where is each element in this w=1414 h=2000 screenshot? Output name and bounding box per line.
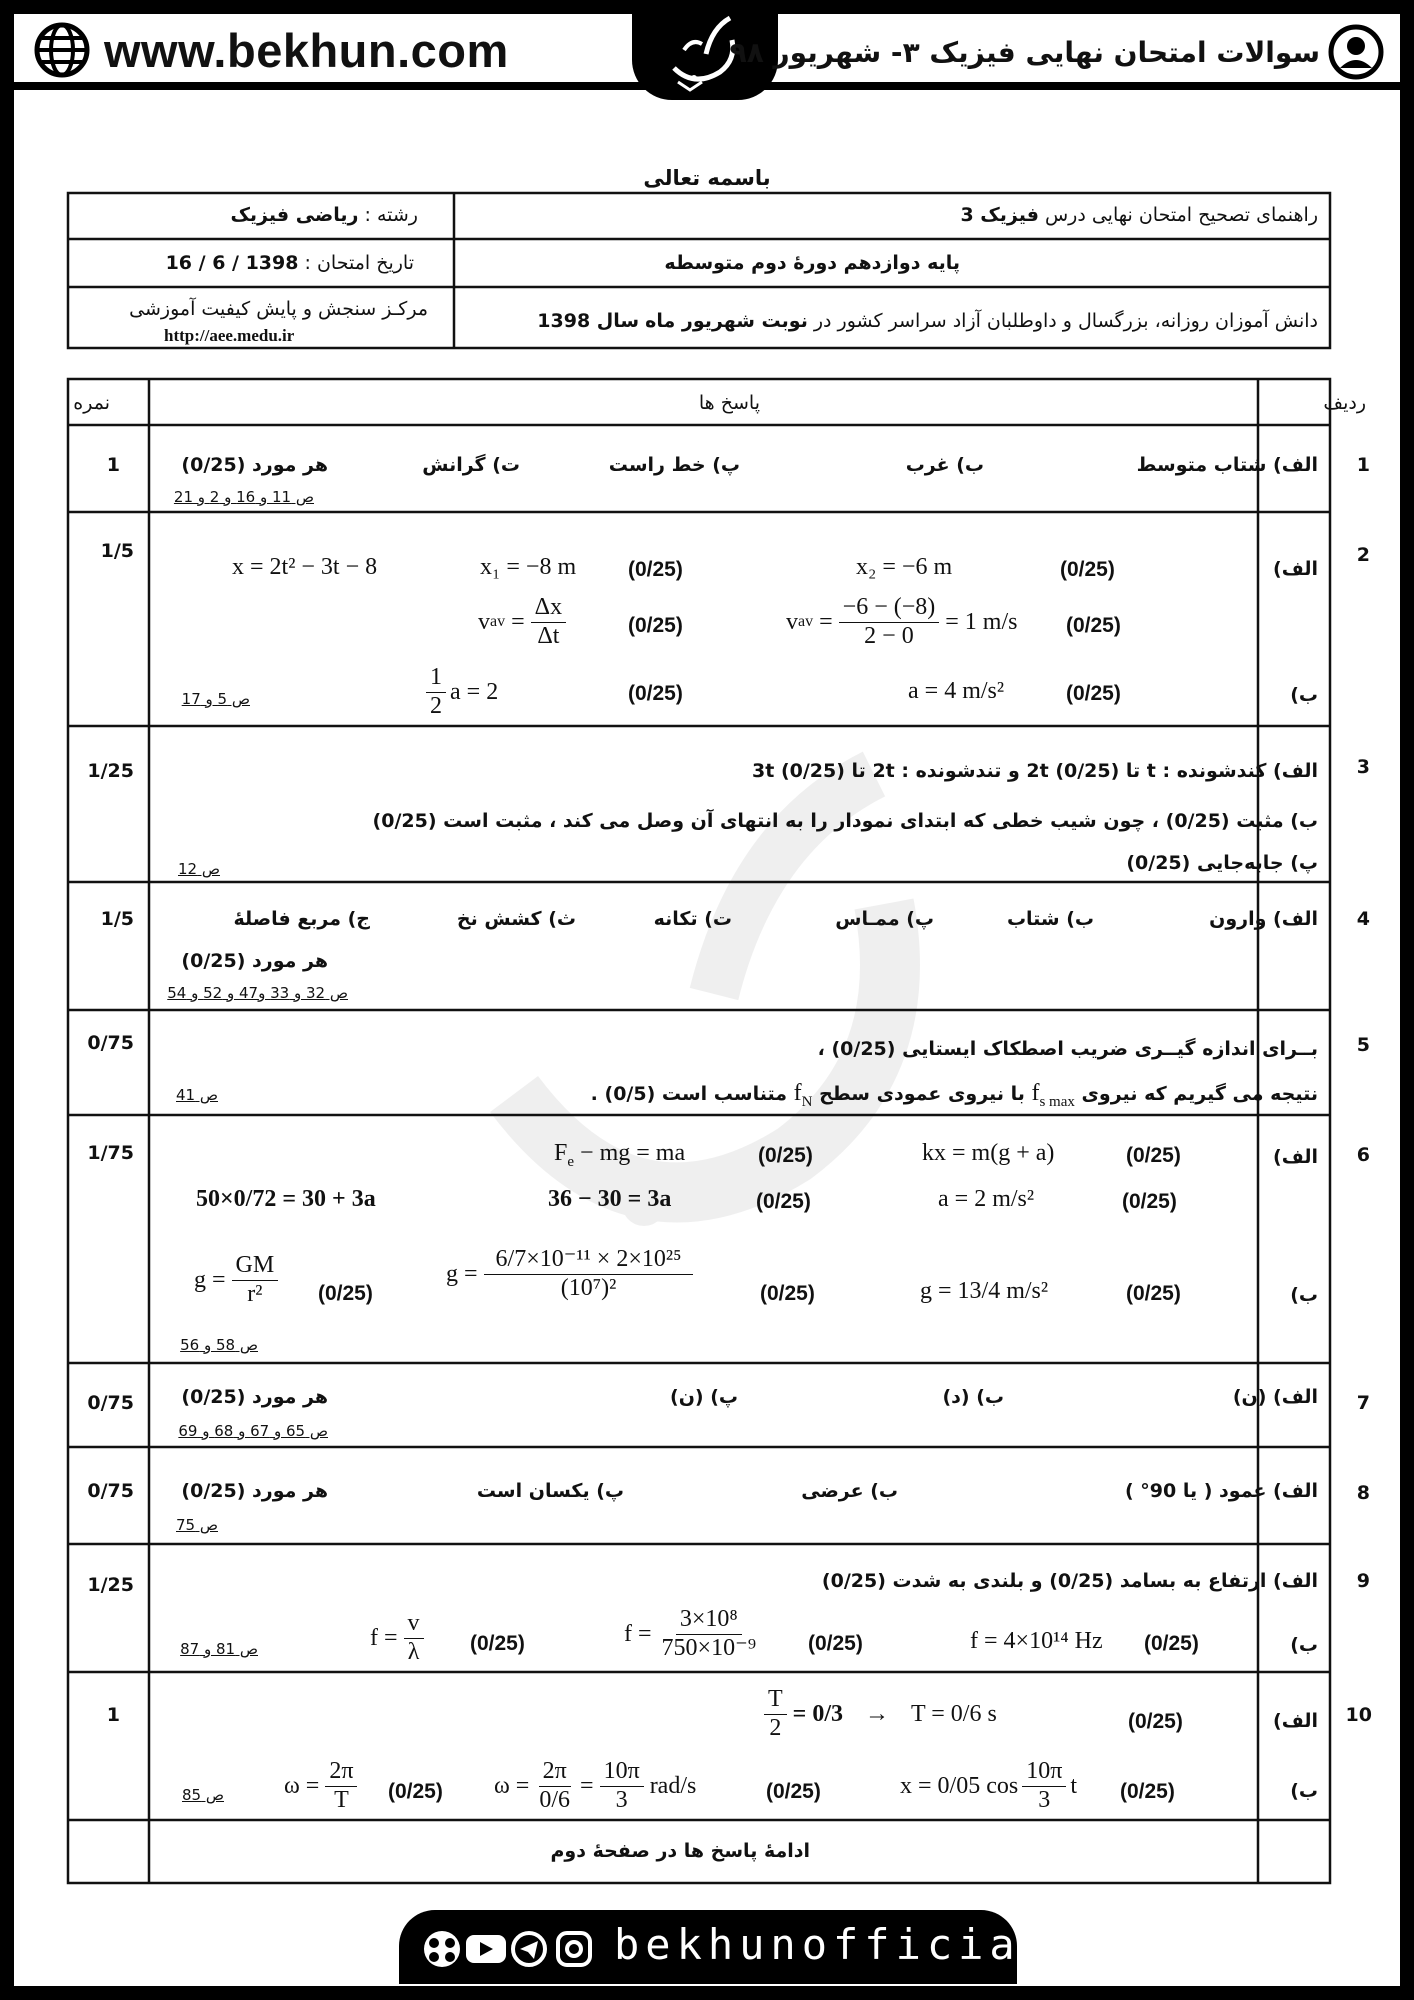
row-9-fv-frac: $\frac{v}{\lambda}$ — [404, 1610, 424, 1666]
row-2-score-x2: (0/25) — [1060, 558, 1115, 581]
row-2-vav-frac: $\frac{-6 - (-8)}{2 - 0}$ — [839, 594, 940, 650]
row-2-score: 1/5 — [100, 540, 134, 562]
row-7-a: الف) (ن) — [1232, 1386, 1318, 1408]
row-5-score: 0/75 — [87, 1032, 134, 1054]
row-8-each: هر مورد (0/25) — [181, 1480, 328, 1502]
row-4-each: هر مورد (0/25) — [181, 950, 328, 972]
row-2-eq-x2: x₂ = −6 m — [856, 554, 953, 580]
row-3-number: 3 — [1356, 756, 1370, 778]
row-10-t-frac: $\frac{T}{2}$ — [764, 1686, 787, 1742]
row-9-score: 1/25 — [87, 1574, 134, 1596]
row-1-d: ت) گرانش — [422, 454, 520, 476]
row-2-alef: الف) — [1273, 558, 1318, 580]
row-2-half: $\frac{1}{2}$ a = 2 — [426, 664, 498, 720]
row-8-score: 0/75 — [87, 1480, 134, 1502]
row-2-half-frac: $\frac{1}{2}$ — [426, 664, 446, 720]
continue-note: ادامهٔ پاسخ ها در صفحهٔ دوم — [550, 1840, 810, 1862]
row-1-c: پ) خط راست — [608, 454, 740, 476]
row-6-g-frac: $\frac{\text{6/7×10⁻¹¹ × 2×10²⁵}}{\text{(10⁷)²}}$ — [484, 1246, 694, 1302]
row-10-w-frac-1: $\frac{2\pi}{0/6}$ — [539, 1758, 571, 1813]
row-7-c: پ) (ن) — [670, 1386, 738, 1408]
social-handle[interactable]: bekhunofficial — [614, 1920, 1053, 1969]
row-10-w-def: ω = $\frac{2\pi}{T}$ — [284, 1758, 357, 1814]
row-6-score: 1/75 — [87, 1142, 134, 1164]
row-5-number: 5 — [1356, 1034, 1370, 1056]
row-6-gm-frac: $\frac{GM}{\text{r²}}$ — [232, 1252, 279, 1308]
info-date: تاریخ امتحان : 16 / 6 / 1398 — [165, 252, 414, 274]
row-5-line-2: نتیجه می گیریم که نیروی $f_{s max}$ با نیروی عمودی سطح $f_N$ متناسب است (0/5) . — [590, 1080, 1318, 1110]
page — [14, 14, 1400, 1986]
row-5-line-1: بــرای اندازه گیــری ضریب اصطکاک ایستایی (0/25) ، — [817, 1038, 1318, 1060]
row-10-ref: ص 85 — [182, 1786, 224, 1804]
row-6-eq-4: 36 − 30 = 3a — [548, 1186, 672, 1212]
row-8-ref: ص 75 — [176, 1516, 218, 1534]
aparat-icon[interactable] — [424, 1931, 460, 1967]
row-4-score: 1/5 — [100, 908, 134, 930]
row-2-acc: a = 4 m/s² — [908, 678, 1005, 704]
row-8-a: الف) عمود ( یا 90° ) — [1124, 1480, 1318, 1502]
row-6-g-calc: g = $\frac{\text{6/7×10⁻¹¹ × 2×10²⁵}}{\text{(10⁷)²}}$ — [446, 1246, 693, 1302]
row-9-ref: ص 81 و 87 — [180, 1640, 258, 1658]
row-4-ref: ص 32 و 33 و47 و 52 و 54 — [167, 984, 348, 1002]
row-7-b: ب) (د) — [942, 1386, 1004, 1408]
row-4-number: 4 — [1356, 908, 1370, 930]
row-8-c: پ) یکسان است — [476, 1480, 624, 1502]
row-9-score-1: (0/25) — [1144, 1632, 1199, 1655]
row-9-be: ب) — [1290, 1634, 1318, 1656]
row-4-c: پ) ممـاس — [835, 908, 934, 930]
row-9-score-3: (0/25) — [470, 1632, 525, 1655]
row-10-w-frac-2: $\frac{10\pi}{3}$ — [600, 1758, 644, 1814]
row-3-score: 1/25 — [87, 760, 134, 782]
telegram-icon-shape[interactable] — [513, 1933, 545, 1965]
row-6-be: ب) — [1290, 1284, 1318, 1306]
row-7-score: 0/75 — [87, 1392, 134, 1414]
row-7-number: 7 — [1356, 1392, 1370, 1414]
row-10-w-def-frac: $\frac{2\pi}{T}$ — [325, 1758, 357, 1814]
col-row-header: ردیف — [1323, 392, 1366, 414]
row-10-score-1: (0/25) — [1128, 1710, 1183, 1733]
row-6-score-6: (0/25) — [760, 1282, 815, 1305]
row-10-x-eq: x = 0/05 cos $\frac{10\pi}{3}$ t — [900, 1758, 1077, 1813]
info-students: دانش آموزان روزانه، بزرگسال و داوطلبان آزاد سراسر کشور در نوبت شهریور ماه سال 1398 — [537, 310, 1318, 332]
row-6-score-3: (0/25) — [1122, 1190, 1177, 1213]
row-7-each: هر مورد (0/25) — [181, 1386, 328, 1408]
row-1-a: الف) شتاب متوسط — [1136, 454, 1318, 476]
instagram-icon[interactable] — [558, 1933, 590, 1965]
row-2-ref: ص 5 و 17 — [181, 690, 250, 708]
youtube-icon[interactable] — [466, 1935, 506, 1963]
row-10-score-3: (0/25) — [766, 1780, 821, 1803]
row-10-number: 10 — [1345, 1704, 1372, 1726]
row-6-ref: ص 58 و 56 — [180, 1336, 258, 1354]
row-9-f-calc: f = $\frac{\text{3×10⁸}}{\text{750×10⁻⁹}}$ — [624, 1606, 760, 1662]
row-8-number: 8 — [1356, 1482, 1370, 1504]
row-2-score-x1: (0/25) — [628, 558, 683, 581]
row-9-f-res: f = 4×10¹⁴ Hz — [970, 1628, 1103, 1654]
row-3-line-2: ب) مثبت (0/25) ، چون شیب خطی که ابتدای نمودار را به انتهای آن وصل می کند ، مثبت است (0/25) — [372, 810, 1318, 832]
row-1-each: هر مورد (0/25) — [181, 454, 328, 476]
row-2-score-acc: (0/25) — [1066, 682, 1121, 705]
row-2-score-half: (0/25) — [628, 682, 683, 705]
row-6-eq-5: 50×0/72 = 30 + 3a — [196, 1186, 376, 1212]
row-10-score-4: (0/25) — [388, 1780, 443, 1803]
row-6-score-5: (0/25) — [1126, 1282, 1181, 1305]
row-5-ref: ص 41 — [176, 1086, 218, 1104]
row-6-score-2: (0/25) — [758, 1144, 813, 1167]
row-1-number: 1 — [1356, 454, 1370, 476]
row-2-score-vav1: (0/25) — [628, 614, 683, 637]
row-6-score-4: (0/25) — [756, 1190, 811, 1213]
row-2-number: 2 — [1356, 544, 1370, 566]
row-2-vav-def: v av = $\frac{\Delta x}{\Delta t}$ — [478, 594, 566, 650]
row-10-be: ب) — [1290, 1780, 1318, 1802]
row-6-alef: الف) — [1273, 1146, 1318, 1168]
row-9-f-frac: $\frac{\text{3×10⁸}}{\text{750×10⁻⁹}}$ — [661, 1606, 757, 1661]
row-6-score-1: (0/25) — [1126, 1144, 1181, 1167]
row-1-score: 1 — [106, 454, 120, 476]
row-4-b: ب) شتاب — [1006, 908, 1094, 930]
info-guide: راهنمای تصحیح امتحان نهایی درس فیزیک 3 — [960, 204, 1318, 226]
row-10-x-frac: $\frac{10\pi}{3}$ — [1022, 1758, 1066, 1814]
row-6-number: 6 — [1356, 1144, 1370, 1166]
row-2-be: ب) — [1290, 684, 1318, 706]
row-6-eq-3: a = 2 m/s² — [938, 1186, 1035, 1212]
row-6-score-7: (0/25) — [318, 1282, 373, 1305]
row-2-eq-x1: x₁ = −8 m — [480, 554, 577, 580]
row-4-e: ث) کشش نخ — [456, 908, 576, 930]
col-score-header: نمره — [73, 392, 110, 414]
info-center: مرکـز سنجش و پایش کیفیت آموزشی — [129, 298, 428, 320]
info-field: رشته : ریاضی فیزیک — [230, 204, 418, 226]
row-9-f-def: f = $\frac{v}{\lambda}$ — [370, 1610, 424, 1666]
row-2-dx-dt-frac: $\frac{\Delta x}{\Delta t}$ — [531, 594, 566, 650]
bismillah: باسمه تعالی — [643, 166, 771, 190]
row-10-alef: الف) — [1273, 1710, 1318, 1732]
row-6-eq-1: kx = m(g + a) — [922, 1140, 1055, 1166]
row-6-gm: g = $\frac{GM}{\text{r²}}$ — [194, 1252, 278, 1308]
row-1-b: ب) غرب — [905, 454, 984, 476]
row-6-eq-2: $F_e$ − mg = ma — [554, 1140, 686, 1170]
row-3-line-1: الف) کندشونده : t تا 2t (0/25) و تندشونده : 2t تا 3t (0/25) — [752, 760, 1318, 782]
row-4-d: ت) تکانه — [653, 908, 732, 930]
row-6-g-res: g = 13/4 m/s² — [920, 1278, 1049, 1304]
info-grade: پایه دوازدهم دورهٔ دوم متوسطه — [664, 252, 960, 274]
page-title: سوالات امتحان نهایی فیزیک ۳- شهریور ۹۸ — [729, 36, 1320, 69]
row-2-score-vav2: (0/25) — [1066, 614, 1121, 637]
site-url[interactable]: www.bekhun.com — [104, 23, 509, 77]
row-9-score-2: (0/25) — [808, 1632, 863, 1655]
row-4-f: ج) مربع فاصلهٔ — [233, 908, 370, 930]
row-7-ref: ص 65 و 67 و 68 و 69 — [178, 1422, 328, 1440]
row-2-eq-x: x = 2t² − 3t − 8 — [232, 554, 378, 580]
row-3-line-3: پ) جابه‌جایی (0/25) — [1126, 852, 1318, 874]
row-1-ref: ص 11 و 16 و 2 و 21 — [173, 488, 314, 506]
row-3-ref: ص 12 — [178, 860, 220, 878]
row-10-t-calc: $\frac{T}{2}$ = 0/3 → T = 0/6 s — [764, 1686, 997, 1742]
row-9-number: 9 — [1356, 1570, 1370, 1592]
row-2-vav-result: v av = $\frac{-6 - (-8)}{2 - 0}$ = 1 m/s — [786, 594, 1018, 649]
col-answers-header: پاسخ ها — [698, 392, 760, 414]
row-4-a: الف) وارون — [1209, 908, 1318, 930]
row-10-score: 1 — [106, 1704, 120, 1726]
row-10-w-calc: ω = $\frac{2\pi}{0/6}$ = $\frac{10\pi}{3}$ rad/s — [494, 1758, 697, 1813]
row-10-score-2: (0/25) — [1120, 1780, 1175, 1803]
info-url[interactable]: http://aee.medu.ir — [164, 326, 295, 345]
row-9-line-1: الف) ارتفاع به بسامد (0/25) و بلندی به شدت (0/25) — [821, 1570, 1318, 1592]
row-8-b: ب) عرضی — [801, 1480, 898, 1502]
